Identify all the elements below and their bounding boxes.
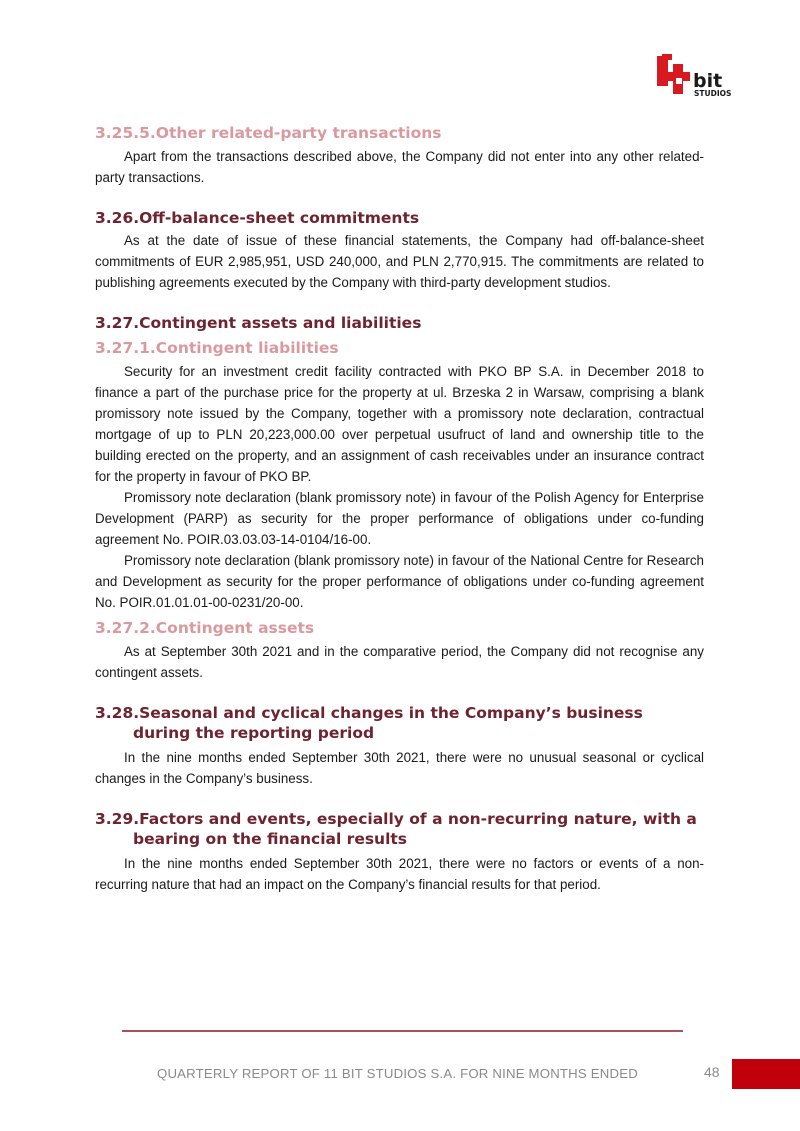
company-logo bbox=[656, 54, 736, 98]
footer-divider bbox=[122, 1030, 683, 1032]
paragraph: In the nine months ended September 30th 2021, there were no unusual seasonal or cyclical changes in the Company’s business. bbox=[95, 750, 704, 786]
paragraph: In the nine months ended September 30th 2021, there were no factors or events of a non-recurring nature that had an impact on the Company’s financial results for that period. bbox=[95, 856, 704, 892]
page-content bbox=[95, 122, 704, 895]
paragraph: Promissory note declaration (blank promissory note) in favour of the Polish Agency for Enterprise Development (PARP) as security for the proper performance of obligations under co-funding agreement No. POIR.03.03.03-14-0104/16-00. bbox=[95, 490, 704, 547]
heading-3-25-5: 3.25.5.Other related-party transactions bbox=[95, 124, 442, 142]
logo-wordmark: bit bbox=[693, 70, 723, 92]
logo-mark-icon bbox=[656, 54, 736, 98]
heading-3-28: 3.28.Seasonal and cyclical changes in the Company’s business during the reporting period bbox=[95, 704, 643, 742]
paragraph: As at the date of issue of these financial statements, the Company had off-balance-sheet commitments of EUR 2,985,951, USD 240,000, and PLN 2,770,915. The commitments are related to publishing agreements executed by the Company with third-party development studios. bbox=[95, 233, 704, 290]
paragraph: Apart from the transactions described above, the Company did not enter into any other related-party transactions. bbox=[95, 149, 704, 185]
footer-text: QUARTERLY REPORT OF 11 BIT STUDIOS S.A. FOR NINE MONTHS ENDED bbox=[157, 1066, 638, 1081]
heading-3-27-1: 3.27.1.Contingent liabilities bbox=[95, 339, 339, 357]
logo-subtext: STUDIOS bbox=[694, 89, 732, 98]
heading-3-29: 3.29.Factors and events, especially of a non-recurring nature, with a bearing on the financial results bbox=[95, 810, 697, 848]
heading-3-26: 3.26.Off-balance-sheet commitments bbox=[95, 209, 420, 227]
heading-3-27-2: 3.27.2.Contingent assets bbox=[95, 619, 315, 637]
paragraph: Security for an investment credit facility contracted with PKO BP S.A. in December 2018 to finance a part of the purchase price for the property at ul. Brzeska 2 in Warsaw, comprising a blank promissory note issued by the Company, together with a promissory note declaration, contractual mortgage of up to PLN 20,223,000.00 over perpetual usufruct of land and ownership title to the building erected on the property, and an assignment of cash receivables under an insurance contract for the property in favour of PKO BP. bbox=[95, 364, 704, 484]
heading-3-27: 3.27.Contingent assets and liabilities bbox=[95, 314, 422, 332]
page-number-tab bbox=[732, 1059, 800, 1089]
paragraph: Promissory note declaration (blank promissory note) in favour of the National Centre for Research and Development as security for the proper performance of obligations under co-funding agreement No. POIR.01.01.01-00-0231/20-00. bbox=[95, 553, 704, 610]
page-number: 48 bbox=[704, 1064, 720, 1080]
paragraph: As at September 30th 2021 and in the comparative period, the Company did not recognise any contingent assets. bbox=[95, 644, 704, 680]
